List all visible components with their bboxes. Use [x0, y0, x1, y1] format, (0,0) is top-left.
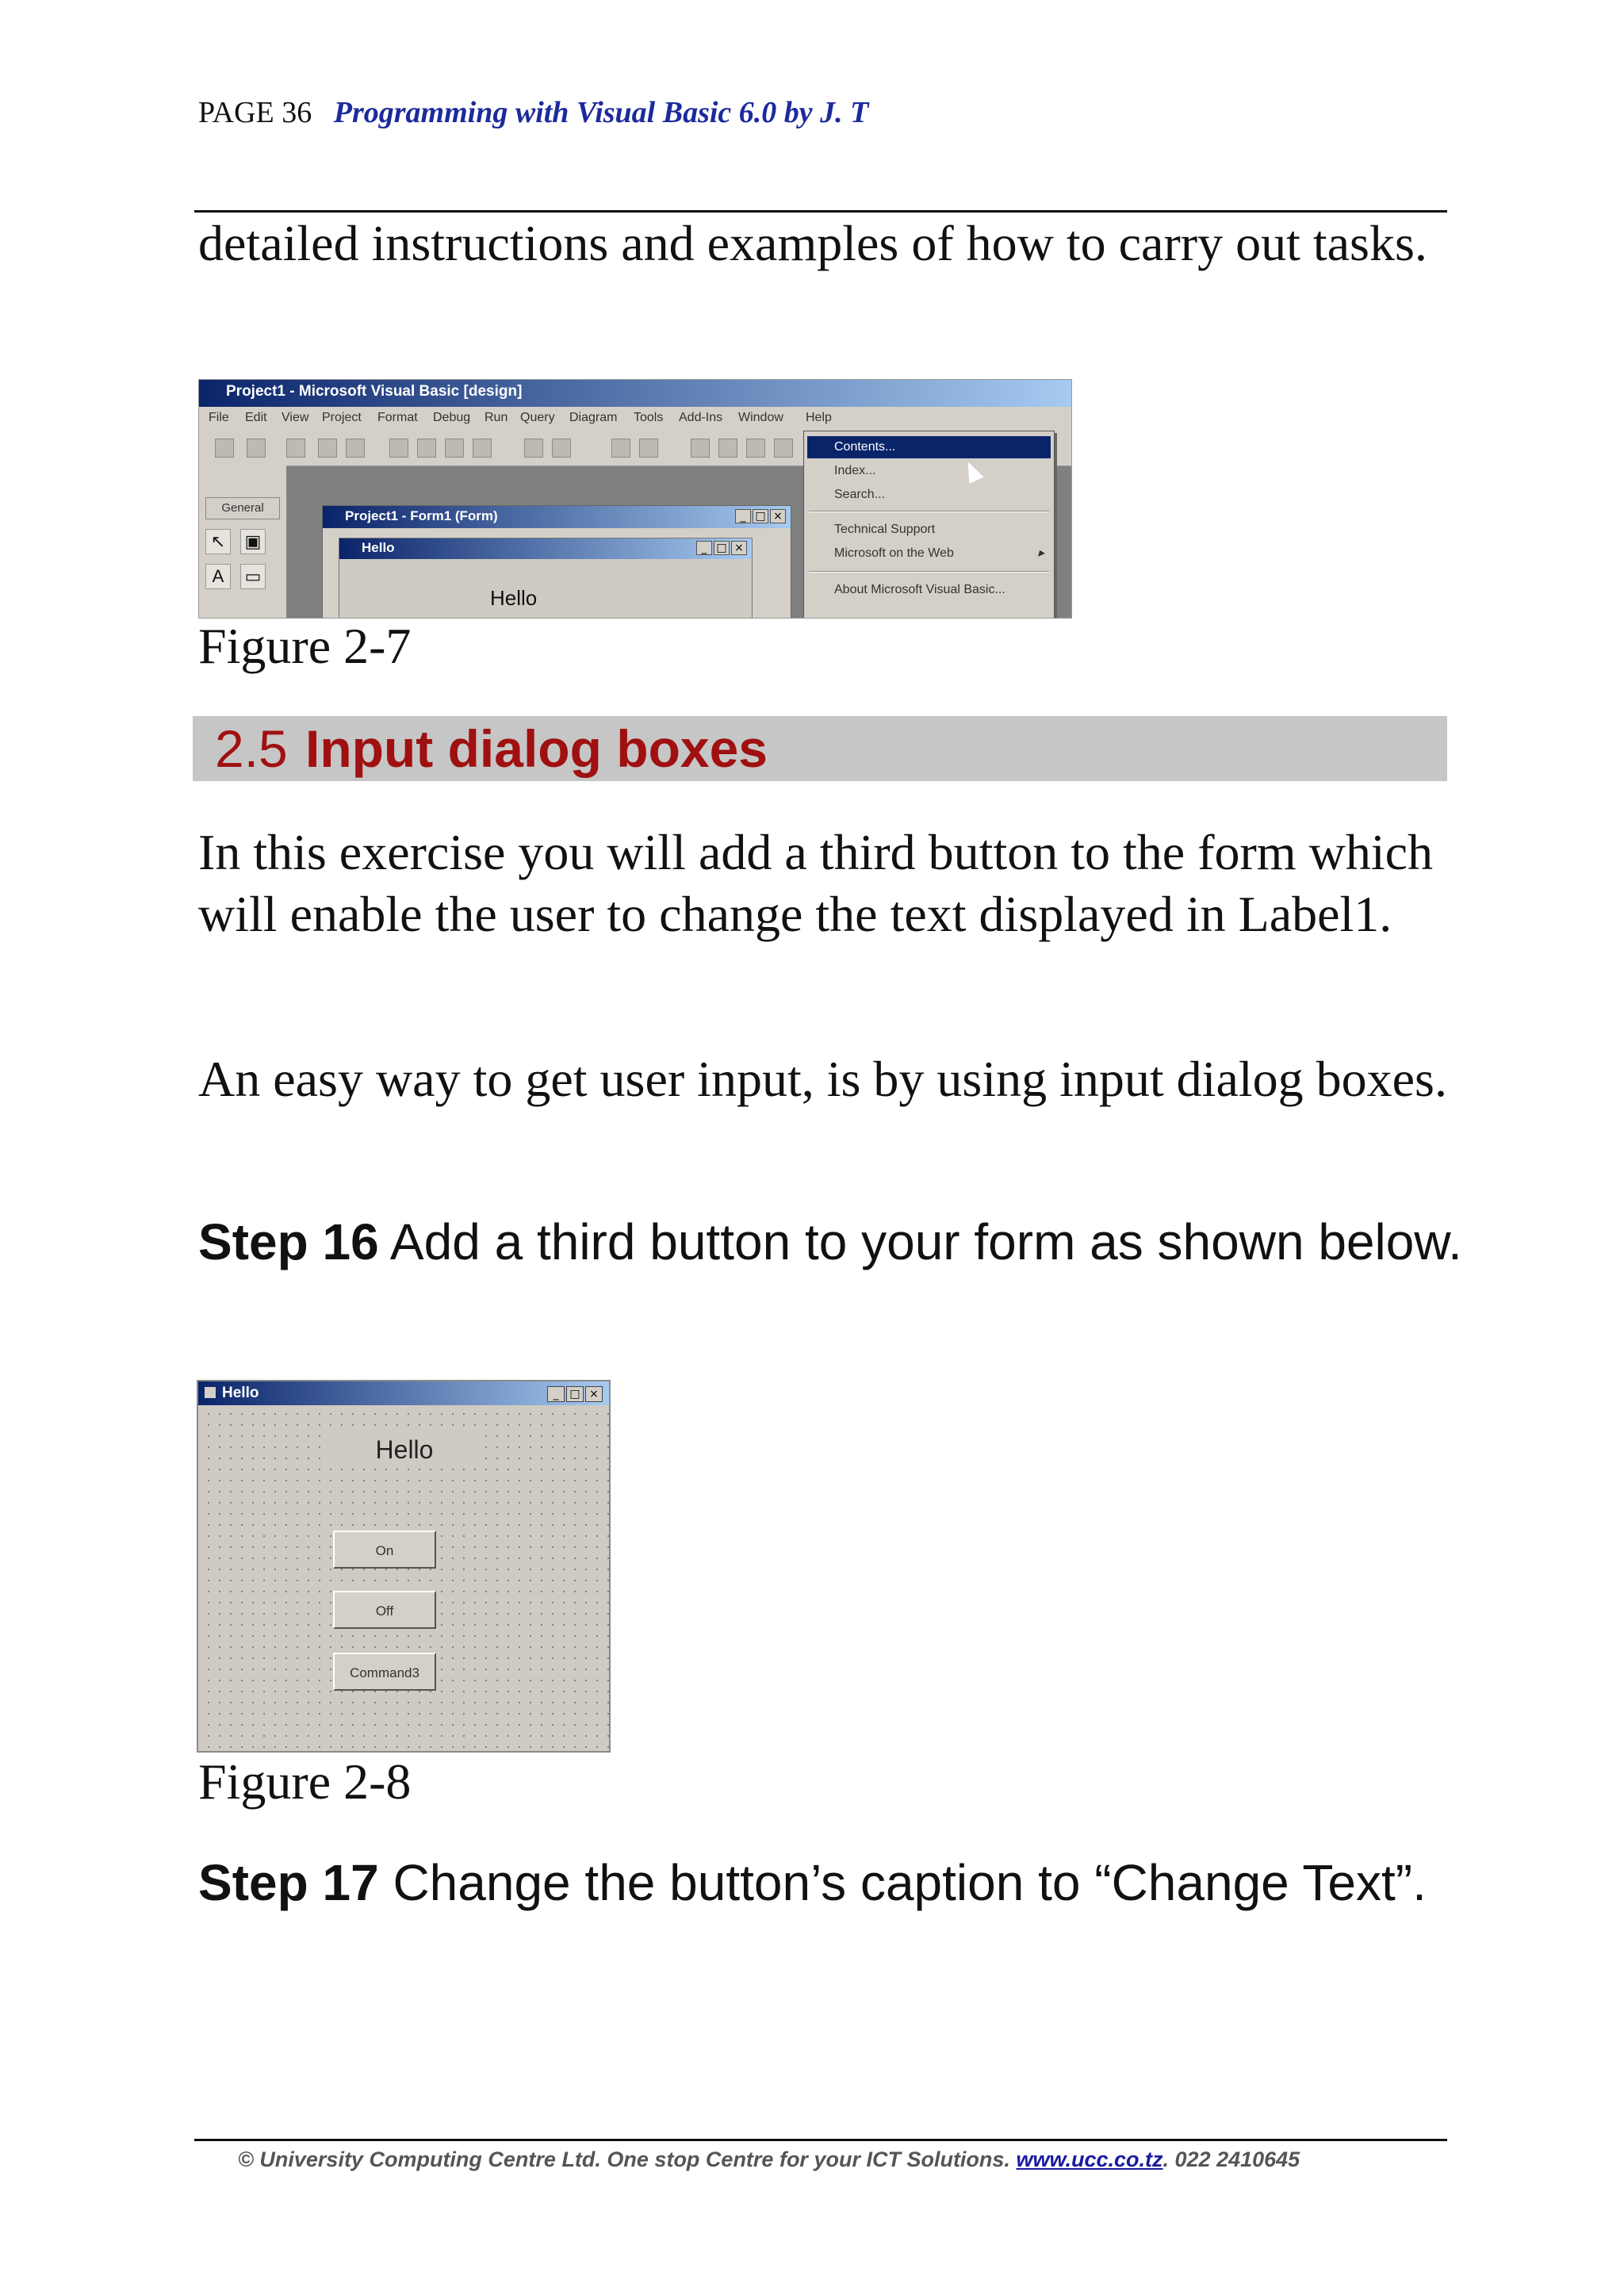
- section-number: 2.5: [215, 719, 288, 778]
- toolbar-icon: [718, 439, 737, 458]
- step-17-label: Step 17: [198, 1854, 379, 1911]
- section-header: [193, 716, 1447, 781]
- maximize-icon: □: [714, 541, 730, 555]
- step-17: [198, 1852, 1467, 1914]
- hello-form-title-bar: [339, 538, 752, 559]
- hello-form-title: Hello: [362, 540, 395, 555]
- minimize-icon: _: [696, 541, 712, 555]
- maximize-icon: □: [566, 1386, 584, 1402]
- toolbar-icon: [417, 439, 436, 458]
- page-header: [198, 95, 868, 130]
- book-title: Programming with Visual Basic 6.0 by J. T: [333, 96, 869, 129]
- form-icon: [205, 1387, 216, 1398]
- on-button: On: [333, 1531, 436, 1569]
- page-footer: [238, 2147, 1300, 2172]
- menu-run: Run: [485, 411, 508, 424]
- minimize-icon: _: [547, 1386, 565, 1402]
- ide-menu-bar: [199, 407, 1071, 431]
- window-controls: [546, 1386, 603, 1402]
- off-button: Off: [333, 1591, 436, 1629]
- menu-separator: [809, 511, 1049, 512]
- menu-format: Format: [377, 411, 418, 424]
- maximize-icon: □: [753, 509, 768, 523]
- label-tool-icon: A: [205, 564, 231, 589]
- menu-separator: [809, 571, 1049, 573]
- menu-window: Window: [738, 411, 783, 424]
- toolbar-icon: [346, 439, 365, 458]
- hello-label: Hello: [490, 586, 538, 610]
- close-icon: ×: [585, 1386, 603, 1402]
- ide-toolbox: [199, 466, 287, 618]
- help-menu-technical-support: Technical Support: [834, 523, 936, 536]
- help-menu-contents: Contents...: [807, 436, 1051, 458]
- textbox-tool-icon: ▭: [240, 564, 266, 589]
- intro-paragraph: detailed instructions and examples of how to carry out tasks.: [198, 215, 1427, 271]
- toolbar-icon: [445, 439, 464, 458]
- help-menu-index: Index...: [834, 464, 876, 477]
- hello-label: Hello: [325, 1435, 484, 1465]
- menu-view: View: [282, 411, 309, 424]
- page-number: PAGE 36: [198, 96, 312, 129]
- project-form-window: [322, 505, 791, 619]
- toolbar-icon: [473, 439, 492, 458]
- toolbar-icon: [215, 439, 234, 458]
- close-icon: ×: [770, 509, 786, 523]
- close-icon: ×: [731, 541, 747, 555]
- step-17-text: Change the button’s caption to “Change Text”.: [393, 1854, 1427, 1911]
- toolbar-icon: [774, 439, 793, 458]
- minimize-icon: _: [735, 509, 751, 523]
- toolbox-general-tab: General: [205, 497, 280, 519]
- window-controls: [695, 541, 747, 555]
- step-16-text: Add a third button to your form as shown below.: [389, 1213, 1462, 1270]
- help-menu-microsoft-web: Microsoft on the Web ▸: [807, 542, 1051, 565]
- toolbar-icon: [691, 439, 710, 458]
- toolbar-icon: [746, 439, 765, 458]
- toolbar-icon: [552, 439, 571, 458]
- hello-form-preview: [339, 538, 753, 619]
- toolbar-icon: [524, 439, 543, 458]
- picturebox-icon: ▣: [240, 529, 266, 554]
- section-title: Input dialog boxes: [305, 719, 768, 778]
- toolbar-icon: [639, 439, 658, 458]
- footer-copyright: © University Computing Centre Ltd. One stop Centre for your ICT Solutions.: [238, 2147, 1010, 2171]
- menu-query: Query: [520, 411, 555, 424]
- step-16-label: Step 16: [198, 1213, 379, 1270]
- hello-form-title: Hello: [222, 1385, 259, 1401]
- help-menu-dropdown: [803, 431, 1055, 619]
- menu-edit: Edit: [245, 411, 267, 424]
- footer-divider: [194, 2139, 1447, 2141]
- figure-2-8-caption: Figure 2-8: [198, 1753, 412, 1810]
- menu-help: Help: [806, 411, 832, 424]
- menu-tools: Tools: [634, 411, 664, 424]
- figure-2-7-screenshot: [198, 379, 1072, 619]
- ide-title-bar: [199, 380, 1071, 407]
- command3-button: Command3: [333, 1653, 436, 1691]
- toolbar-icon: [318, 439, 337, 458]
- ide-title: Project1 - Microsoft Visual Basic [design]: [226, 383, 523, 400]
- step-16: [198, 1211, 1467, 1273]
- help-menu-search: Search...: [834, 488, 886, 501]
- menu-file: File: [209, 411, 229, 424]
- pointer-icon: ↖: [205, 529, 231, 554]
- help-menu-about: About Microsoft Visual Basic...: [834, 583, 1005, 596]
- figure-2-8-form: [197, 1380, 611, 1753]
- footer-phone: . 022 2410645: [1162, 2147, 1300, 2171]
- hello-form-title-bar: [198, 1381, 609, 1405]
- toolbar-icon: [247, 439, 266, 458]
- project-window-title-bar: [323, 506, 791, 528]
- toolbar-icon: [389, 439, 408, 458]
- window-controls: [733, 509, 786, 523]
- toolbar-icon: [611, 439, 630, 458]
- submenu-arrow-icon: ▸: [1037, 546, 1044, 560]
- menu-project: Project: [322, 411, 362, 424]
- paragraph-input-dialog: An easy way to get user input, is by using input dialog boxes.: [198, 1051, 1447, 1107]
- menu-diagram: Diagram: [569, 411, 618, 424]
- menu-addins: Add-Ins: [679, 411, 723, 424]
- paragraph-exercise: In this exercise you will add a third button to the form which will enable the user to change the text displayed in Label1.: [198, 824, 1433, 942]
- footer-website-link[interactable]: www.ucc.co.tz: [1016, 2147, 1163, 2171]
- figure-2-7-caption: Figure 2-7: [198, 618, 412, 674]
- project-window-title: Project1 - Form1 (Form): [345, 508, 498, 523]
- menu-debug: Debug: [433, 411, 471, 424]
- toolbar-icon: [286, 439, 305, 458]
